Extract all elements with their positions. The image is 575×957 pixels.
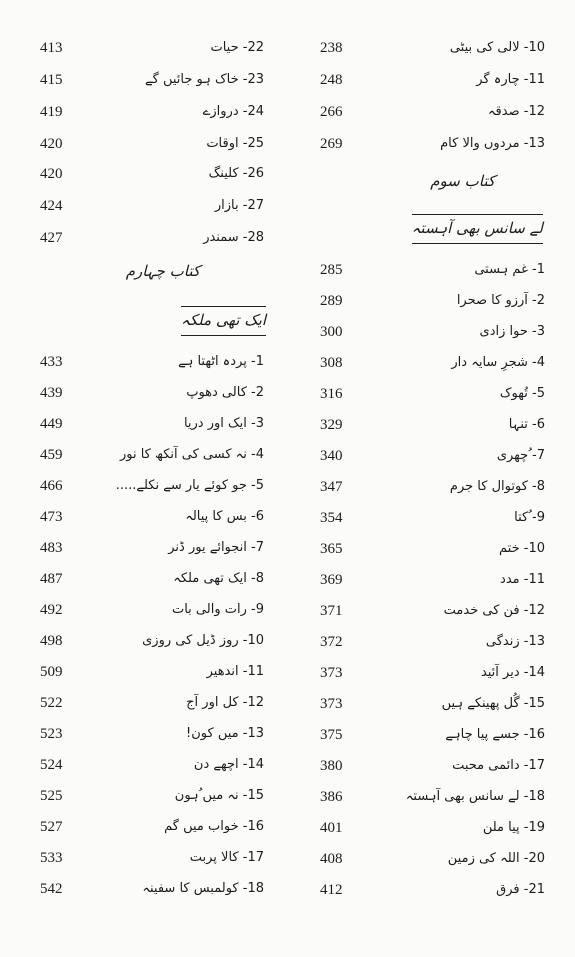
page-number: 269 [320, 136, 343, 152]
page-number: 424 [40, 198, 63, 214]
toc-entry [290, 787, 565, 817]
page-number: 420 [40, 166, 63, 182]
page-number: 459 [40, 447, 63, 463]
page-number: 449 [40, 416, 63, 432]
page-number: 238 [320, 40, 343, 56]
entry-title: 13- میں کون! [186, 726, 264, 741]
toc-entry [0, 507, 288, 537]
page-number: 308 [320, 355, 343, 371]
toc-entry [0, 383, 288, 413]
toc-entry [0, 538, 288, 568]
page-number: 523 [40, 726, 63, 742]
page-number: 300 [320, 324, 343, 340]
section-heading: ایک تھی ملکہ [181, 306, 266, 336]
page-number: 371 [320, 603, 343, 619]
page-number: 420 [40, 136, 63, 152]
page-number: 527 [40, 819, 63, 835]
book-heading: کتاب چہارم [125, 262, 200, 280]
entry-title: 16- خواب میں گم [164, 819, 264, 834]
section-heading: لے سانس بھی آہستہ [412, 214, 543, 244]
book-heading: کتاب سوم [430, 172, 495, 190]
toc-entry [290, 818, 565, 848]
toc-entry [290, 70, 565, 100]
toc-entry [290, 849, 565, 879]
page-number: 522 [40, 695, 63, 711]
page-number: 408 [320, 851, 343, 867]
entry-title: 18- کولمبس کا سفینہ [142, 881, 264, 896]
entry-title: 2- آرزو کا صحرا [456, 293, 545, 308]
page-number: 289 [320, 293, 343, 309]
toc-entry [290, 38, 565, 68]
page-number: 509 [40, 664, 63, 680]
toc-entry [290, 539, 565, 569]
entry-title: 11- مدد [500, 572, 545, 587]
page-number: 524 [40, 757, 63, 773]
toc-entry [0, 693, 288, 723]
page-number: 533 [40, 850, 63, 866]
entry-title: 28- سمندر [203, 230, 264, 245]
entry-title: 12- کل اور آج [186, 695, 264, 710]
page-number: 473 [40, 509, 63, 525]
page-number: 492 [40, 602, 63, 618]
entry-title: 1- غم ہستی [474, 262, 545, 277]
entry-title: 5- جو کوئے یار سے نکلے..... [115, 478, 264, 493]
entry-title: 13- مردوں والا کام [440, 136, 545, 151]
page-number: 340 [320, 448, 343, 464]
entry-title: 15- گُل پھینکے ہیں [441, 696, 545, 711]
entry-title: 6- تنہا [508, 417, 545, 432]
toc-entry [0, 352, 288, 382]
entry-title: 14- دیر آئید [480, 665, 545, 680]
page-number: 266 [320, 104, 343, 120]
page-number: 248 [320, 72, 343, 88]
page-number: 369 [320, 572, 343, 588]
entry-title: 9- رات والی بات [171, 602, 264, 617]
entry-title: 17- دائمی محبت [452, 758, 545, 773]
entry-title: 10- لالی کی بیٹی [449, 40, 545, 55]
toc-entry [290, 601, 565, 631]
page-number: 487 [40, 571, 63, 587]
page-number: 329 [320, 417, 343, 433]
toc-entry [290, 260, 565, 290]
page-number: 285 [320, 262, 343, 278]
page-number: 412 [320, 882, 343, 898]
toc-entry [290, 446, 565, 476]
toc-entry [290, 322, 565, 352]
page-number: 439 [40, 385, 63, 401]
toc-entry [0, 662, 288, 692]
toc-entry [0, 38, 288, 68]
toc-entry [290, 291, 565, 321]
toc-entry [0, 817, 288, 847]
entry-title: 22- حیات [210, 40, 264, 55]
page-number: 386 [320, 789, 343, 805]
entry-title: 3- حوا زادی [479, 324, 545, 339]
entry-title: 1- پردہ اٹھتا ہے [178, 354, 264, 369]
entry-title: 3- ایک اور دریا [183, 416, 264, 431]
entry-title: 2- کالی دھوپ [186, 385, 264, 400]
entry-title: 15- نہ میں ُہون [174, 788, 264, 803]
toc-entry [290, 508, 565, 538]
entry-title: 27- بازار [214, 198, 264, 213]
toc-entry [0, 848, 288, 878]
toc-entry [290, 632, 565, 662]
page-number: 380 [320, 758, 343, 774]
toc-entry [0, 228, 288, 258]
page-number: 542 [40, 881, 63, 897]
entry-title: 18- لے سانس بھی آہستہ [405, 789, 545, 804]
toc-entry [290, 415, 565, 445]
page-number: 525 [40, 788, 63, 804]
toc-entry [290, 880, 565, 910]
entry-title: 8- کوتوال کا جرم [449, 479, 545, 494]
toc-entry [0, 724, 288, 754]
entry-title: 24- دروازے [202, 104, 264, 119]
entry-title: 8- ایک تھی ملکہ [173, 571, 264, 586]
toc-entry [0, 445, 288, 475]
entry-title: 16- جسے پیا چاہے [445, 727, 545, 742]
entry-title: 11- چارہ گر [476, 72, 545, 87]
page-number: 375 [320, 727, 343, 743]
page-number: 365 [320, 541, 343, 557]
entry-title: 14- اچھے دن [193, 757, 264, 772]
entry-title: 21- فرق [496, 882, 545, 897]
page-number: 372 [320, 634, 343, 650]
entry-title: 9- ُکتا [514, 510, 545, 525]
entry-title: 20- اللہ کی زمین [447, 851, 545, 866]
page-number: 498 [40, 633, 63, 649]
page-number: 401 [320, 820, 343, 836]
toc-entry [290, 570, 565, 600]
toc-entry [290, 384, 565, 414]
page-number: 466 [40, 478, 63, 494]
entry-title: 25- اوقات [206, 136, 264, 151]
page-number: 354 [320, 510, 343, 526]
toc-entry [0, 755, 288, 785]
entry-title: 6- بس کا پیالہ [185, 509, 264, 524]
toc-entry [0, 476, 288, 506]
toc-entry [0, 600, 288, 630]
page-number: 427 [40, 230, 63, 246]
entry-title: 7- ُچھری [496, 448, 545, 463]
page-number: 413 [40, 40, 63, 56]
toc-entry [0, 196, 288, 226]
toc-entry [0, 164, 288, 194]
toc-entry [0, 70, 288, 100]
page-number: 415 [40, 72, 63, 88]
entry-title: 4- نہ کسی کی آنکھ کا نور [119, 447, 264, 462]
page-number: 433 [40, 354, 63, 370]
page-number: 373 [320, 696, 343, 712]
page-number: 419 [40, 104, 63, 120]
toc-entry [0, 414, 288, 444]
toc-entry [0, 631, 288, 661]
toc-entry [0, 134, 288, 164]
entry-title: 13- زندگی [485, 634, 545, 649]
page-number: 316 [320, 386, 343, 402]
entry-title: 17- کالا پربت [189, 850, 264, 865]
entry-title: 10- روز ڈیل کی روزی [142, 633, 264, 648]
entry-title: 5- تُھوک [499, 386, 545, 401]
toc-entry [0, 102, 288, 132]
toc-entry [290, 725, 565, 755]
toc-entry [0, 786, 288, 816]
toc-entry [290, 477, 565, 507]
toc-entry [290, 102, 565, 132]
entry-title: 12- فن کی خدمت [443, 603, 545, 618]
toc-entry [290, 756, 565, 786]
page-number: 347 [320, 479, 343, 495]
toc-entry [0, 569, 288, 599]
toc-entry [290, 353, 565, 383]
toc-entry [290, 663, 565, 693]
entry-title: 10- ختم [499, 541, 545, 556]
entry-title: 7- انجوائے یور ڈنر [168, 540, 264, 555]
page-number: 483 [40, 540, 63, 556]
entry-title: 26- کلینگ [208, 166, 264, 181]
entry-title: 23- خاک ہو جائیں گے [145, 72, 264, 87]
toc-entry [0, 879, 288, 909]
entry-title: 19- پیا ملن [482, 820, 545, 835]
toc-entry [290, 694, 565, 724]
page-number: 373 [320, 665, 343, 681]
entry-title: 11- اندھیر [206, 664, 264, 679]
toc-entry [290, 134, 565, 164]
entry-title: 4- شجرِ سایہ دار [451, 355, 545, 370]
entry-title: 12- صدقہ [487, 104, 545, 119]
